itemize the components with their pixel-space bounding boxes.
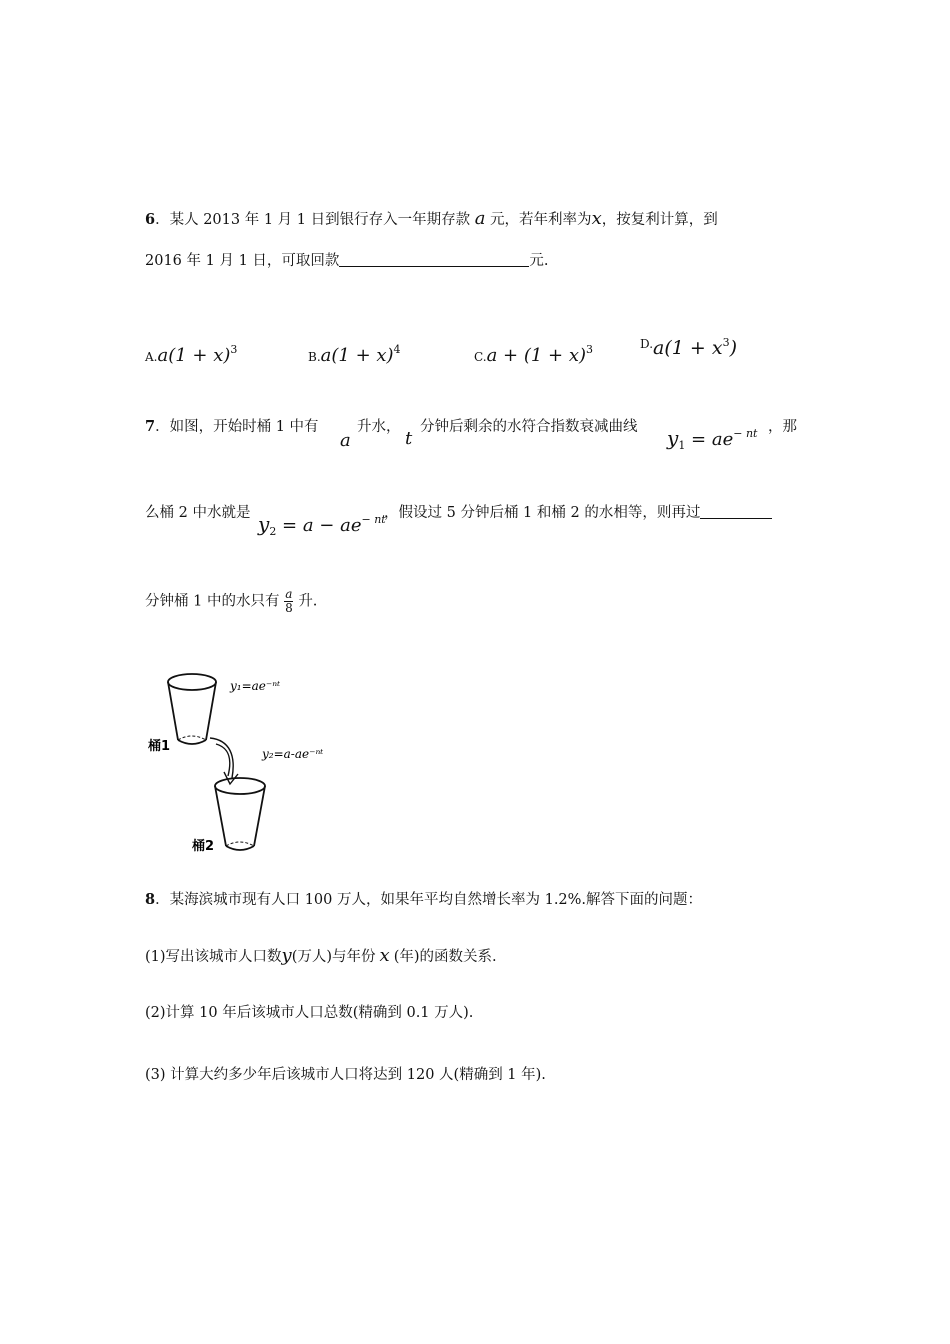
question-7-line-3: 分钟桶 1 中的水只有 $\frac{a}{8}$ 升. — [145, 587, 318, 615]
variable-x: x — [591, 208, 602, 229]
answer-blank[interactable] — [339, 252, 529, 267]
question-6-line-2: 2016 年 1 月 1 日，可取回款 元. — [145, 253, 549, 269]
question-8-line-1: 8．某海滨城市现有人口 100 万人，如果年平均自然增长率为 1.2%.解答下面的问题： — [145, 891, 703, 908]
question-number: 7 — [145, 418, 156, 435]
bucket-2-label: 桶2 — [192, 839, 215, 854]
answer-blank[interactable] — [700, 504, 772, 519]
question-number: 6 — [145, 211, 156, 228]
question-8-part-2: (2)计算 10 年后该城市人口总数(精确到 0.1 万人). — [145, 1005, 474, 1021]
question-7-line-1: 7．如图，开始时桶 1 中有 — [145, 418, 319, 435]
variable-y: y — [281, 945, 292, 966]
question-8-part-1: (1)写出该城市人口数y(万人)与年份 x (年)的函数关系. — [145, 945, 497, 966]
question-7-line-2: 么桶 2 中水就是 — [145, 505, 251, 521]
bucket-1-icon — [168, 674, 216, 744]
equation-y1: $y_1 = ae^{- nt}$ — [667, 426, 758, 452]
option-c: $C.a + (1 + x)^3$ — [474, 343, 594, 366]
question-8-part-3: (3) 计算大约多少年后该城市人口将达到 120 人(精确到 1 年). — [145, 1067, 546, 1083]
option-a: $A.a(1 + x)^3$ — [145, 343, 238, 366]
figure-equation-y1: y₁=ae⁻ⁿᵗ — [230, 679, 281, 693]
variable-x: x — [379, 945, 390, 966]
variable-a: a — [340, 430, 351, 451]
equation-y2: $y_2 = a - ae^{- nt}$ — [258, 512, 386, 538]
fraction-a-over-8: $\frac{a}{8}$ — [285, 587, 293, 615]
question-6-line-1: 6．某人 2013 年 1 月 1 日到银行存入一年期存款 a 元，若年利率为x，按复利计算，到 — [145, 208, 718, 229]
option-b: $B.a(1 + x)^4$ — [308, 343, 401, 366]
pour-arrow-icon — [210, 738, 238, 784]
question-number: 8 — [145, 891, 156, 908]
bucket-2-icon — [215, 778, 265, 850]
bucket-figure — [140, 660, 360, 860]
question-7-text: 分钟后剩余的水符合指数衰减曲线 — [420, 419, 638, 435]
question-7-text: 升水， — [357, 419, 401, 435]
bucket-1-label: 桶1 — [148, 739, 171, 754]
figure-equation-y2: y₂=a-ae⁻ⁿᵗ — [262, 747, 324, 761]
variable-a: a — [474, 208, 486, 229]
option-d: $^{D.}a(1 + x^3)$ — [640, 336, 737, 359]
question-7-text: ，假设过 5 分钟后桶 1 和桶 2 的水相等，则再过 — [384, 504, 772, 522]
question-7-text: ，那 — [768, 419, 797, 435]
variable-t: t — [405, 428, 413, 449]
